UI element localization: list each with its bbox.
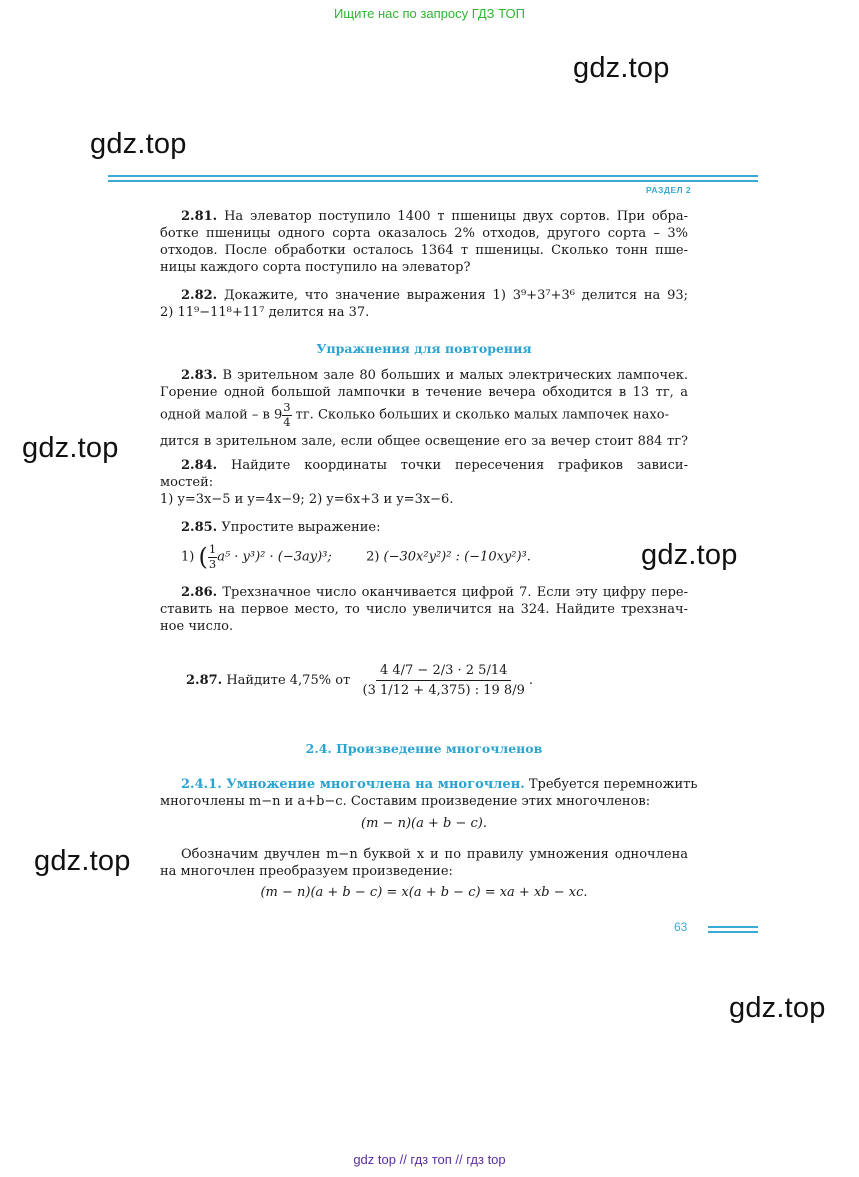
problem-2-85-line <box>181 519 688 536</box>
section-2-4-1-line: Обозначим двучлен m−n буквой x и по правилу умножения одночлена <box>181 847 688 862</box>
section-2-4-1-line: многочлены m−n и a+b−c. Составим произведение этих многочленов: <box>160 794 651 809</box>
problem-2-83-line <box>160 402 688 429</box>
watermark: gdz.top <box>34 845 131 877</box>
section-2-4-1-line: на многочлен преобразуем произведение: <box>160 864 453 879</box>
problem-number: 2.83. <box>181 368 218 383</box>
problem-text: На элеватор поступило 1400 т пшеницы двух сортов. При обра- <box>224 209 688 224</box>
footer-rule <box>708 926 758 928</box>
footer-rule <box>708 931 758 933</box>
problem-2-82-line <box>181 287 688 304</box>
fraction-numerator: 3 <box>283 400 291 414</box>
header-rule <box>108 180 758 182</box>
bottom-links[interactable]: gdz top // гдз топ // гдз top <box>353 1152 506 1167</box>
section-2-4-1-line <box>181 776 698 793</box>
problem-2-83-line: Горение одной большой лампочки в течение вечера обходится в 13 тг, а <box>160 385 688 400</box>
problem-2-84-line: 1) y=3x−5 и y=4x−9; 2) y=6x+3 и y=3x−6. <box>160 492 454 507</box>
fraction-denominator: (3 1/12 + 4,375) : 19 8/9 <box>362 682 525 698</box>
compound-fraction <box>359 663 529 698</box>
problem-number: 2.84. <box>181 458 218 473</box>
problem-number: 2.87. <box>186 672 223 688</box>
problem-text: одной малой – в 9 <box>160 407 283 423</box>
subsection-title <box>181 777 525 792</box>
fraction-denominator: 3 <box>208 556 217 571</box>
formula <box>160 816 688 831</box>
watermark: gdz.top <box>90 128 187 160</box>
problem-number: 2.86. <box>181 585 218 600</box>
paragraph-text: Требуется перемножить <box>528 777 698 792</box>
fraction-numerator: 4 4/7 − 2/3 · 2 5/14 <box>376 663 511 681</box>
formula-expression: a⁵ · y³)² · (−3ay)³; <box>217 549 332 565</box>
problem-2-84-line: мостей: <box>160 475 214 490</box>
problem-text: Найдите координаты точки пересечения графиков зависи- <box>231 458 688 473</box>
problem-2-83-line: дится в зрительном зале, если общее освещение его за вечер стоит 884 тг? <box>160 434 688 449</box>
formula-expression: (m − n)(a + b − c). <box>361 816 487 831</box>
problem-2-86-line: ставить на первое место, то число увеличится на 324. Найдите трехзнач- <box>160 602 688 617</box>
problem-2-82-line: 2) 11⁹−11⁸+11⁷ делится на 37. <box>160 305 370 320</box>
fraction-numerator: 1 <box>208 542 217 556</box>
section-heading: Упражнения для повторения <box>316 341 532 356</box>
problem-text: Докажите, что значение выражения 1) 3⁹+3⁷+3⁶ делится на 93; <box>224 288 689 303</box>
problem-text: тг. Сколько больших и сколько малых лампочек нахо- <box>291 407 669 423</box>
formula-expression: (−30x²y²)² : (−10xy²)³. <box>383 549 531 565</box>
formula-label: 2) <box>366 549 380 565</box>
problem-text: Трехзначное число оканчивается цифрой 7. Если эту цифру пере- <box>222 585 688 600</box>
top-banner[interactable]: Ищите нас по запросу ГДЗ ТОП <box>334 6 525 21</box>
formula-label: 1) <box>181 549 195 565</box>
problem-number: 2.81. <box>181 209 218 224</box>
problem-2-81-line <box>181 208 688 225</box>
subsection-number: 2.4.1. <box>181 777 222 792</box>
section-label: РАЗДЕЛ 2 <box>646 185 692 195</box>
subsection-name: Умножение многочлена на многочлен. <box>226 777 525 792</box>
problem-2-87: 2.87. Найдите 4,75% от $\frac{4 4/7 - 2/3 \cdot 2 5/14}{(3 1/12 + 4,375) : 19 8/9}$ . <box>186 662 533 698</box>
watermark: gdz.top <box>729 992 826 1024</box>
problem-2-84-line <box>181 457 688 474</box>
watermark: gdz.top <box>641 539 738 571</box>
problem-2-85-formulas: 1) ( $\frac{1}{3}$ a⁵ · y³)² · (−3ay)³; 2) (−30x²y²)² : (−10xy²)³. <box>181 542 531 571</box>
problem-2-86-line: ное число. <box>160 619 234 634</box>
fraction <box>208 544 217 570</box>
formula <box>160 885 688 900</box>
formula-expression: (m − n)(a + b − c) = x(a + b − c) = xa + xb − xc. <box>260 885 588 900</box>
problem-2-81-line: отходов. После обработки осталось 1364 т пшеницы. Сколько тонн пше- <box>160 243 688 258</box>
problem-number: 2.85. <box>181 520 218 535</box>
section-heading-2-4: 2.4. Произведение многочленов <box>305 741 543 756</box>
problem-2-83-line <box>181 367 688 384</box>
problem-text: В зрительном зале 80 больших и малых электрических лампочек. <box>222 368 688 383</box>
fraction-denominator: 4 <box>283 414 291 429</box>
problem-2-81-line: ботке пшеницы одного сорта оказалось 2% отходов, другого сорта – 3% <box>160 226 688 241</box>
problem-number: 2.82. <box>181 288 218 303</box>
problem-text: Найдите 4,75% от <box>226 672 351 688</box>
problem-text: Упростите выражение: <box>221 520 381 535</box>
watermark: gdz.top <box>573 52 670 84</box>
problem-2-81-line: ницы каждого сорта поступило на элеватор? <box>160 260 471 275</box>
header-rule <box>108 175 758 177</box>
watermark: gdz.top <box>22 432 119 464</box>
mixed-fraction <box>282 402 291 428</box>
page-number: 63 <box>674 920 688 934</box>
problem-2-86-line <box>181 584 688 601</box>
